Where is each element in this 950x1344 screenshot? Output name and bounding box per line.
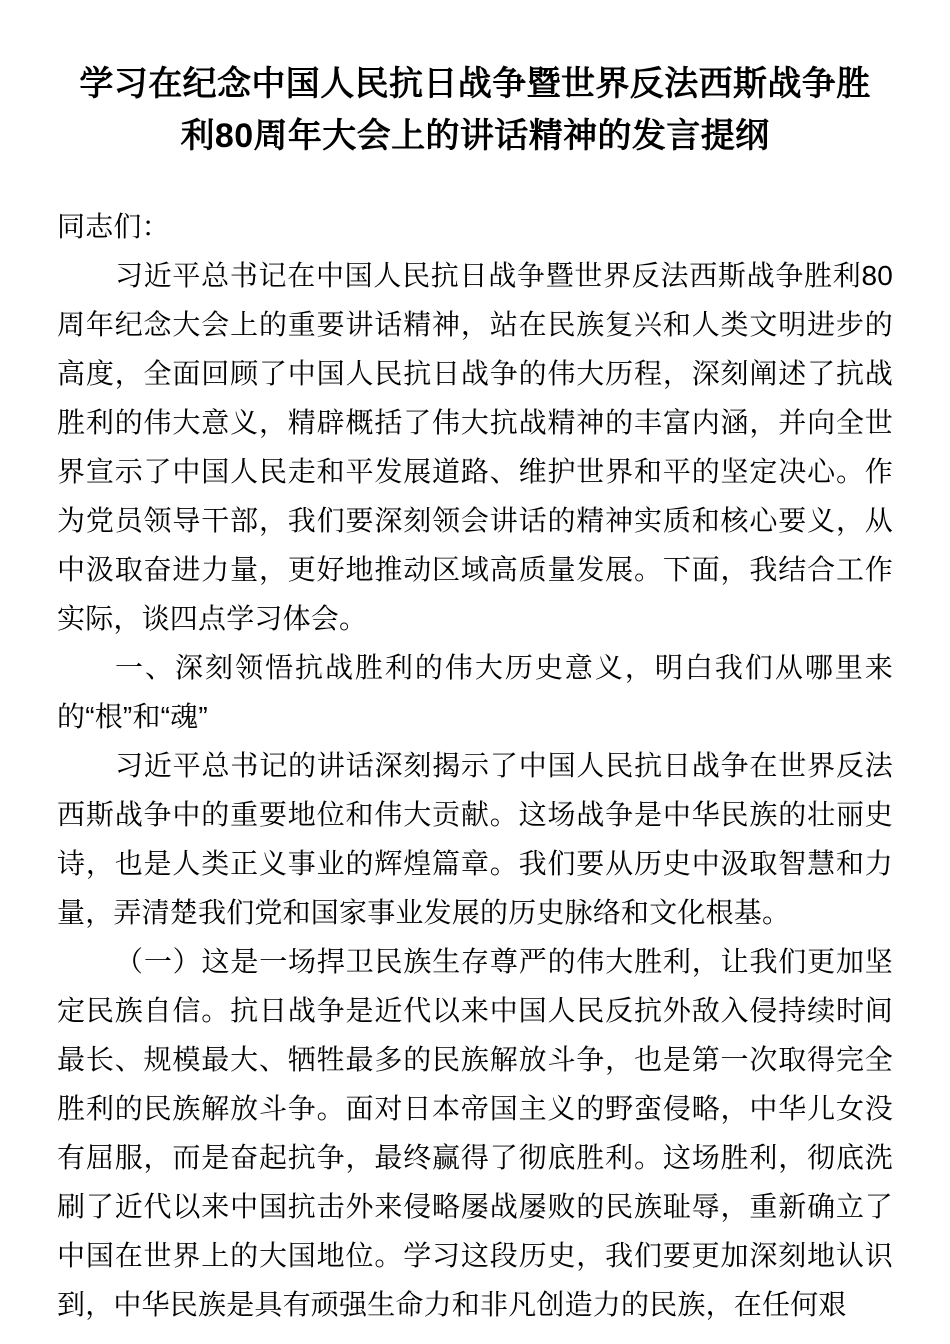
- body-paragraph-intro: 习近平总书记在中国人民抗日战争暨世界反法西斯战争胜利80周年纪念大会上的重要讲话精神，站在民族复兴和人类文明进步的高度，全面回顾了中国人民抗日战争的伟大历程，深刻阐述了抗战胜利的伟大意义，精辟概括了伟大抗战精神的丰富内涵，并向全世界宣示了中国人民走和平发展道路、维护世界和平的坚定决心。作为党员领导干部，我们要深刻领会讲话的精神实质和核心要义，从中汲取奋进力量，更好地推动区域高质量发展。下面，我结合工作实际，谈四点学习体会。: [57, 260, 893, 634]
- document-content: [57, 0, 893, 1329]
- body-paragraph-subsection-1-1: （一）这是一场捍卫民族生存尊严的伟大胜利，让我们更加坚定民族自信。抗日战争是近代以来中国人民反抗外敌入侵持续时间最长、规模最大、牺牲最多的民族解放斗争，也是第一次取得完全胜利的民族解放斗争。面对日本帝国主义的野蛮侵略，中华儿女没有屈服，而是奋起抗争，最终赢得了彻底胜利。这场胜利，彻底洗刷了近代以来中国抗击外来侵略屡战屡败的民族耻辱，重新确立了中国在世界上的大国地位。学习这段历史，我们要更加深刻地认识到，中华民族是具有顽强生命力和非凡创造力的民族，在任何艰: [57, 946, 893, 1320]
- section-heading-1: 一、深刻领悟抗战胜利的伟大历史意义，明白我们从哪里来的“根”和“魂”: [57, 652, 893, 732]
- salutation: 同志们：: [57, 211, 170, 242]
- body-paragraph-section-1-intro: 习近平总书记的讲话深刻揭示了中国人民抗日战争在世界反法西斯战争中的重要地位和伟大贡献。这场战争是中华民族的壮丽史诗，也是人类正义事业的辉煌篇章。我们要从历史中汲取智慧和力量，弄清楚我们党和国家事业发展的历史脉络和文化根基。: [57, 750, 893, 928]
- page-title: 学习在纪念中国人民抗日战争暨世界反法西斯战争胜利80周年大会上的讲话精神的发言提纲: [79, 65, 871, 155]
